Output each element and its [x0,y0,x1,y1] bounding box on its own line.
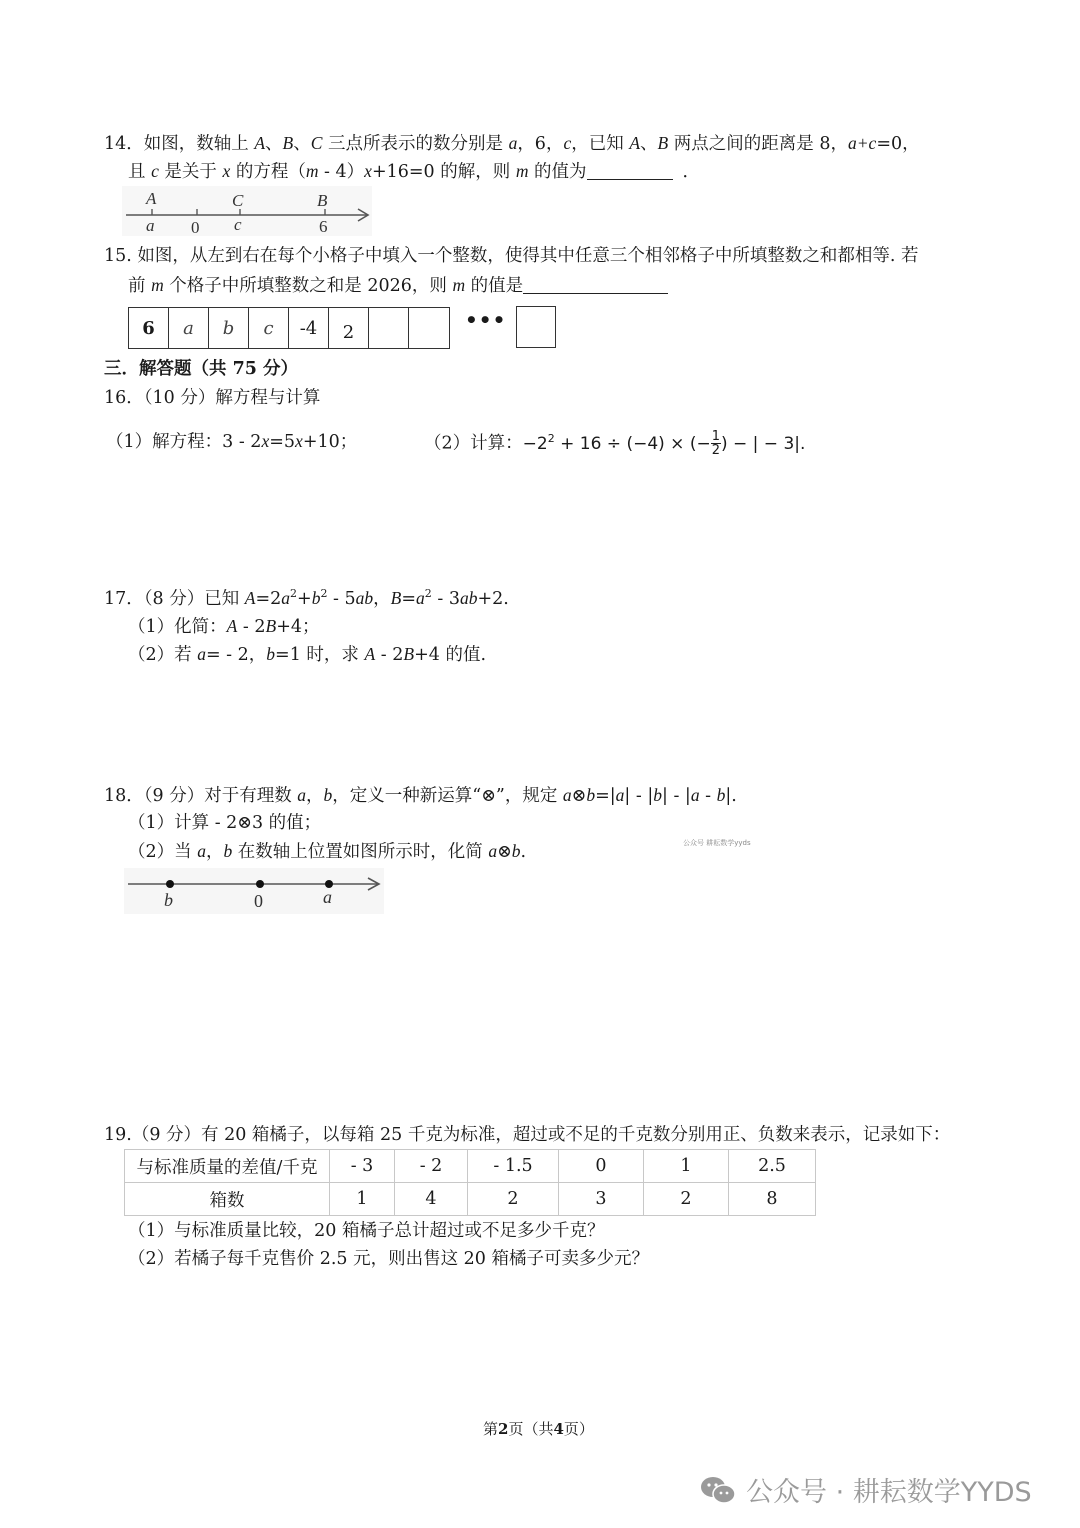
table-cell: 4 [395,1183,468,1216]
label-C: C [232,191,244,210]
watermark [700,1470,1032,1509]
q19-line1: 19.（9 分）有 20 箱橘子，以每箱 25 千克为标准，超过或不足的千克数分别用正、负数来表示，记录如下： [104,1125,951,1145]
grid-cell: a [169,308,209,348]
q15-answer-blank[interactable] [523,277,668,294]
q16-part1: （1）解方程：3 - 2x=5x+10； [106,431,358,452]
label-a: a [323,887,332,907]
q17-part1: （1）化简：A - 2B+4； [128,616,320,637]
watermark-text: 公众号 · 耕耘数学YYDS [746,1477,1032,1508]
table-cell: 2 [644,1183,729,1216]
q19-table [124,1149,816,1216]
wechat-icon [700,1475,736,1505]
table-cell: 3 [559,1183,644,1216]
label-0: 0 [191,218,200,236]
q15-grid [128,307,450,349]
q17-line1: 17．（8 分）已知 $A=2a^2+b^2 - 5ab$，$B=a^2 - 3ab+2$. [104,587,509,609]
grid-cell: -4 [289,308,329,348]
q17-part2: （2）若 a= - 2，b=1 时，求 A - 2B+4 的值. [128,644,487,665]
q15-line2: 前 m 个格子中所填整数之和是 2026，则 m 的值是 [128,274,668,297]
page-number: 第2页（共4页） [483,1420,594,1438]
q16-part2: （2）计算：$-2^2 + 16 \div (-4)$ × (− $\frac{1}{2}$ ) − | − 3|. [424,429,806,458]
q19-part2: （2）若橘子每千克售价 2.5 元，则出售这 20 箱橘子可卖多少元？ [128,1249,649,1269]
number-line-figure [124,868,384,914]
q14-number-line [122,186,372,236]
table-row [125,1183,816,1216]
q18-number-line [124,868,384,914]
section-title: 三．解答题（共 75 分） [104,359,299,379]
table-cell: - 3 [330,1150,395,1183]
q14-answer-blank[interactable] [587,163,673,180]
q19-part1: （1）与标准质量比较，20 箱橘子总计超过或不足多少千克？ [128,1221,605,1241]
label-0: 0 [254,891,263,911]
grid-cell [409,308,449,348]
label-a: a [146,216,155,235]
grid-cell: b [209,308,249,348]
grid-cell [369,308,409,348]
q14-line2: 且 c 是关于 x 的方程（m - 4）x+16=0 的解，则 m 的值为 ． [128,161,701,182]
ellipsis: ••• [465,308,507,332]
watermark-small: 公众号 耕耘数学yyds [683,839,751,847]
row-header: 与标准质量的差值/千克 [125,1150,330,1183]
point-0 [256,880,264,888]
table-cell: 2.5 [729,1150,816,1183]
label-B: B [317,191,328,210]
table-cell: 8 [729,1183,816,1216]
table-cell: 2 [468,1183,559,1216]
q14-line1: 14．如图，数轴上 A、B、C 三点所表示的数分别是 a，6，c，已知 A、B 两点之间的距离是 8，a+c=0， [104,133,920,154]
table-row [125,1150,816,1183]
q18-part2: （2）当 a，b 在数轴上位置如图所示时，化简 a⊗b. [128,841,527,862]
row-header: 箱数 [125,1183,330,1216]
label-c: c [234,215,242,234]
label-6: 6 [319,217,328,236]
q18-line1: 18．（9 分）对于有理数 a，b，定义一种新运算“⊗”，规定 a⊗b=|a| - |b| - |a - b|. [104,785,737,806]
grid-cell: 2 [329,308,369,348]
number-line-figure [122,186,372,236]
q16-title: 16．（10 分）解方程与计算 [104,388,321,408]
grid-cell: 6 [129,308,169,348]
table-cell: 1 [644,1150,729,1183]
grid-cell: c [249,308,289,348]
table-cell: - 2 [395,1150,468,1183]
label-A: A [146,189,157,208]
table-cell: 1 [330,1183,395,1216]
point-b [166,880,174,888]
grid-last-cell [516,306,556,348]
q15-line1: 15. 如图，从左到右在每个小格子中填入一个整数，使得其中任意三个相邻格子中所填整数之和都相等. 若 [104,246,919,266]
table-cell: - 1.5 [468,1150,559,1183]
label-b: b [164,890,173,910]
q18-part1: （1）计算 - 2⊗3 的值； [128,813,322,833]
table-cell: 0 [559,1150,644,1183]
